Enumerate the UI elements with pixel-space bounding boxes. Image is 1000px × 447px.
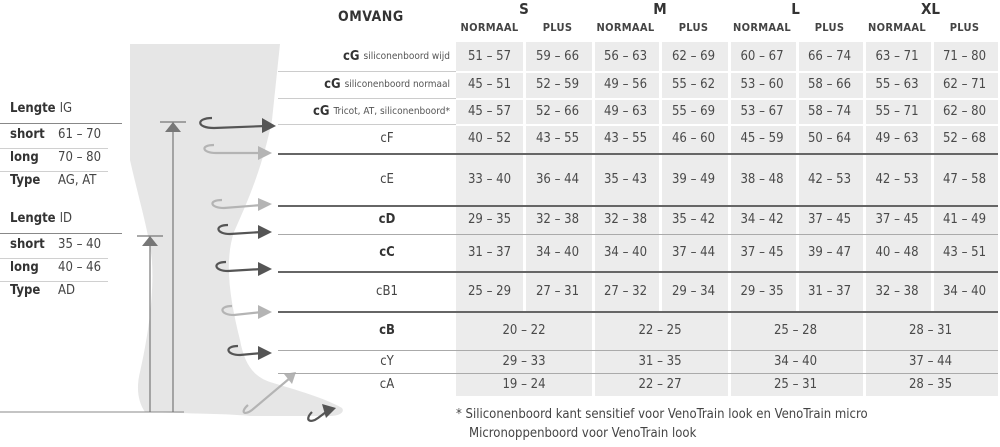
row-label-cd: cD — [378, 212, 396, 227]
sub-header-xl-plus: PLUS — [949, 21, 980, 34]
value-cell: 55 – 63 — [875, 77, 919, 92]
sub-header-s-normaal: NORMAAL — [460, 21, 519, 34]
value-cell: 25 – 31 — [773, 377, 818, 392]
value-cell: 62 – 71 — [942, 77, 987, 92]
value-cell: 59 – 66 — [535, 49, 580, 64]
row-key: cG — [324, 77, 341, 92]
value-cell: 36 – 44 — [535, 171, 580, 187]
value-cell: 49 – 63 — [875, 131, 919, 146]
row-label-cc: cC — [379, 245, 395, 260]
row-label-cb1: cB1 — [376, 283, 398, 299]
length-row-value: AD — [58, 283, 76, 298]
value-cell: 41 – 49 — [942, 212, 987, 227]
length-title-underline — [0, 123, 122, 124]
length-row-value: 61 – 70 — [58, 127, 102, 142]
value-cell: 19 – 24 — [502, 377, 546, 392]
footnote-line-1: * Siliconenboord kant sensitief voor VenoTrain look en VenoTrain micro — [456, 407, 868, 422]
omvang-header: OMVANG — [338, 9, 404, 25]
length-title-underline — [0, 233, 122, 234]
sub-header-m-plus: PLUS — [678, 21, 709, 34]
length-title-prefix: Lengte — [10, 211, 60, 226]
value-cell: 28 – 35 — [908, 377, 953, 392]
length-row-value: 35 – 40 — [58, 237, 102, 252]
value-cell: 37 – 45 — [740, 245, 784, 260]
value-cell: 42 – 53 — [807, 171, 852, 187]
value-cell: 38 – 48 — [740, 171, 784, 187]
value-cell: 47 – 58 — [942, 171, 987, 187]
value-cell: 49 – 63 — [603, 103, 648, 119]
row-key: cG — [343, 49, 360, 64]
value-cell: 31 – 35 — [638, 354, 682, 369]
value-cell: 37 – 45 — [875, 212, 919, 227]
value-cell: 20 – 22 — [502, 323, 546, 338]
value-cell: 34 – 40 — [942, 283, 987, 299]
value-cell: 35 – 43 — [603, 171, 648, 187]
value-cell: 46 – 60 — [671, 131, 716, 146]
value-cell: 51 – 57 — [467, 49, 512, 64]
length-row-value: 40 – 46 — [58, 260, 102, 275]
value-cell: 39 – 49 — [671, 171, 716, 187]
value-cell: 28 – 31 — [908, 323, 953, 338]
value-cell: 55 – 62 — [671, 77, 716, 92]
row-label-cg — [278, 42, 450, 71]
length-title-key: lG — [59, 101, 73, 116]
value-cell: 31 – 37 — [467, 245, 512, 260]
value-cell: 43 – 55 — [603, 131, 648, 146]
value-cell: 27 – 31 — [535, 283, 580, 299]
value-cell: 56 – 63 — [603, 49, 648, 64]
value-cell: 53 – 67 — [740, 103, 784, 119]
length-row-label: Type — [10, 173, 41, 188]
row-key: cG — [312, 103, 330, 119]
value-cell: 37 – 44 — [908, 354, 953, 369]
value-cell: 50 – 64 — [807, 131, 852, 146]
footnote-line-2: Micronoppenboord voor VenoTrain look — [469, 426, 697, 441]
row-label-cg — [278, 71, 450, 98]
value-cell: 40 – 52 — [467, 131, 512, 146]
length-row-value: 70 – 80 — [58, 150, 102, 165]
value-cell: 45 – 59 — [740, 131, 784, 146]
length-title-key: lD — [59, 211, 72, 226]
value-cell: 55 – 71 — [875, 103, 919, 119]
size-header-s: S — [519, 0, 529, 18]
size-header-l: L — [791, 0, 800, 18]
row-label-cb: cB — [379, 323, 395, 338]
value-cell: 22 – 25 — [638, 323, 682, 338]
value-cell: 58 – 66 — [807, 77, 852, 92]
value-cell: 43 – 55 — [535, 131, 580, 146]
length-row-separator — [0, 171, 108, 172]
value-cell: 45 – 51 — [467, 77, 512, 92]
size-header-xl: XL — [920, 0, 940, 18]
value-cell: 43 – 51 — [942, 245, 987, 260]
row-label-ca: cA — [379, 377, 395, 392]
row-label-cf: cF — [380, 131, 394, 146]
value-cell: 32 – 38 — [603, 212, 648, 227]
sub-header-m-normaal: NORMAAL — [596, 21, 655, 34]
value-cell: 39 – 47 — [807, 245, 852, 260]
value-cell: 35 – 42 — [671, 212, 716, 227]
sub-header-s-plus: PLUS — [542, 21, 573, 34]
size-header-m: M — [653, 0, 667, 18]
value-cell: 52 – 66 — [535, 103, 580, 119]
value-cell: 34 – 42 — [740, 212, 784, 227]
row-label-ce: cE — [380, 171, 394, 187]
row-label-cy: cY — [380, 354, 394, 369]
value-cell: 29 – 35 — [467, 212, 512, 227]
value-cell: 37 – 45 — [807, 212, 852, 227]
value-cell: 40 – 48 — [875, 245, 919, 260]
value-cell: 62 – 69 — [671, 49, 716, 64]
value-cell: 29 – 33 — [502, 354, 546, 369]
value-cell: 52 – 59 — [535, 77, 580, 92]
length-title — [10, 211, 72, 226]
value-cell: 34 – 40 — [603, 245, 648, 260]
value-cell: 25 – 28 — [773, 323, 818, 338]
value-cell: 22 – 27 — [638, 377, 682, 392]
value-cell: 49 – 56 — [603, 77, 648, 92]
length-row-separator — [0, 281, 108, 282]
value-cell: 25 – 29 — [467, 283, 512, 299]
value-cell: 37 – 44 — [671, 245, 716, 260]
value-cell: 66 – 74 — [807, 49, 852, 64]
value-cell: 29 – 34 — [671, 283, 716, 299]
sub-header-l-plus: PLUS — [814, 21, 845, 34]
length-row-separator — [0, 148, 108, 149]
sub-header-l-normaal: NORMAAL — [733, 21, 791, 34]
length-title — [10, 101, 72, 116]
length-row-label: short — [10, 237, 45, 252]
row-description: Tricot, AT, siliconenboord* — [333, 105, 450, 117]
row-description: siliconenboord wijd — [363, 51, 450, 62]
value-cell: 45 – 57 — [467, 103, 512, 119]
value-cell: 34 – 40 — [535, 245, 580, 260]
row-description: siliconenboord normaal — [344, 79, 450, 90]
value-cell: 31 – 37 — [807, 283, 852, 299]
length-row-value: AG, AT — [58, 173, 97, 188]
value-cell: 33 – 40 — [467, 171, 512, 187]
length-row-label: Type — [10, 283, 41, 298]
value-cell: 42 – 53 — [875, 171, 919, 187]
value-cell: 62 – 80 — [942, 103, 987, 119]
length-row-label: short — [10, 127, 45, 142]
sub-header-xl-normaal: NORMAAL — [868, 21, 926, 34]
row-label-cg — [278, 98, 450, 124]
value-cell: 58 – 74 — [807, 103, 852, 119]
value-cell: 34 – 40 — [773, 354, 818, 369]
value-cell: 32 – 38 — [535, 212, 580, 227]
value-cell: 63 – 71 — [875, 49, 919, 64]
value-cell: 71 – 80 — [942, 49, 987, 64]
value-cell: 60 – 67 — [740, 49, 784, 64]
value-cell: 29 – 35 — [740, 283, 784, 299]
length-row-separator — [0, 258, 108, 259]
value-cell: 53 – 60 — [740, 77, 784, 92]
value-cell: 27 – 32 — [603, 283, 648, 299]
value-cell: 52 – 68 — [942, 131, 987, 146]
value-cell: 55 – 69 — [671, 103, 716, 119]
length-title-prefix: Lengte — [10, 101, 60, 116]
length-row-label: long — [10, 260, 39, 275]
value-cell: 32 – 38 — [875, 283, 919, 299]
length-row-label: long — [10, 150, 39, 165]
